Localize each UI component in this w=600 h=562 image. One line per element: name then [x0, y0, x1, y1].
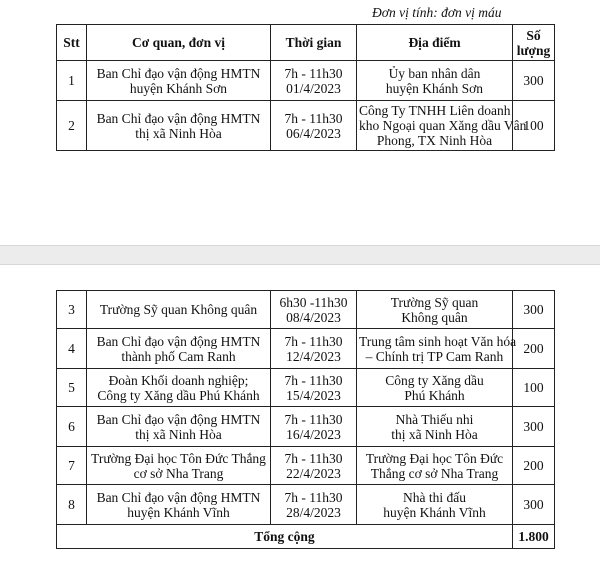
total-row	[57, 525, 555, 549]
row-place: Trung tâm sinh hoạt Văn hóa – Chính trị TP Cam Ranh	[357, 329, 513, 369]
row-qty: 200	[513, 329, 555, 369]
row-time: 7h - 11h30 06/4/2023	[271, 101, 357, 151]
table-row	[57, 407, 555, 447]
table-row	[57, 447, 555, 485]
row-stt: 1	[57, 61, 87, 101]
table-row	[57, 61, 555, 101]
row-org: Ban Chỉ đạo vận động HMTN huyện Khánh Sơn	[87, 61, 271, 101]
row-time: 7h - 11h30 16/4/2023	[271, 407, 357, 447]
row-qty: 100	[513, 101, 555, 151]
header-qty: Số lượng	[513, 25, 555, 61]
unit-note: Đơn vị tính: đơn vị máu	[372, 5, 502, 20]
row-time: 7h - 11h30 22/4/2023	[271, 447, 357, 485]
row-time: 7h - 11h30 15/4/2023	[271, 369, 357, 407]
row-qty: 300	[513, 61, 555, 101]
total-label: Tổng cộng	[57, 525, 513, 549]
table-row	[57, 369, 555, 407]
row-qty: 200	[513, 447, 555, 485]
row-place: Trường Sỹ quan Không quân	[357, 291, 513, 329]
row-org: Trường Sỹ quan Không quân	[87, 291, 271, 329]
header-org: Cơ quan, đơn vị	[87, 25, 271, 61]
header-stt: Stt	[57, 25, 87, 61]
row-stt: 8	[57, 485, 87, 525]
row-qty: 300	[513, 485, 555, 525]
header-time: Thời gian	[271, 25, 357, 61]
page-break	[0, 245, 600, 265]
row-qty: 100	[513, 369, 555, 407]
row-org: Đoàn Khối doanh nghiệp; Công ty Xăng dầu Phú Khánh	[87, 369, 271, 407]
blood-donation-table-part2	[56, 290, 555, 549]
row-stt: 3	[57, 291, 87, 329]
table-row	[57, 101, 555, 151]
row-stt: 4	[57, 329, 87, 369]
row-place: Nhà Thiếu nhi thị xã Ninh Hòa	[357, 407, 513, 447]
row-stt: 2	[57, 101, 87, 151]
table-row	[57, 291, 555, 329]
row-qty: 300	[513, 291, 555, 329]
table-row	[57, 485, 555, 525]
row-stt: 7	[57, 447, 87, 485]
row-qty: 300	[513, 407, 555, 447]
row-place: Công Ty TNHH Liên doanh kho Ngoại quan Xăng dầu Vân Phong, TX Ninh Hòa	[357, 101, 513, 151]
row-stt: 6	[57, 407, 87, 447]
row-place: Ủy ban nhân dân huyện Khánh Sơn	[357, 61, 513, 101]
row-stt: 5	[57, 369, 87, 407]
table-header-row	[57, 25, 555, 61]
row-time: 7h - 11h30 12/4/2023	[271, 329, 357, 369]
table-row	[57, 329, 555, 369]
header-place: Địa điểm	[357, 25, 513, 61]
row-org: Ban Chỉ đạo vận động HMTN thị xã Ninh Hòa	[87, 101, 271, 151]
total-value: 1.800	[513, 525, 555, 549]
row-time: 7h - 11h30 28/4/2023	[271, 485, 357, 525]
row-place: Trường Đại học Tôn Đức Thắng cơ sở Nha Trang	[357, 447, 513, 485]
row-org: Ban Chỉ đạo vận động HMTN huyện Khánh Vĩnh	[87, 485, 271, 525]
row-org: Ban Chỉ đạo vận động HMTN thành phố Cam Ranh	[87, 329, 271, 369]
row-org: Trường Đại học Tôn Đức Thắng cơ sở Nha Trang	[87, 447, 271, 485]
row-time: 6h30 -11h30 08/4/2023	[271, 291, 357, 329]
row-place: Nhà thi đấu huyện Khánh Vĩnh	[357, 485, 513, 525]
row-org: Ban Chỉ đạo vận động HMTN thị xã Ninh Hòa	[87, 407, 271, 447]
row-time: 7h - 11h30 01/4/2023	[271, 61, 357, 101]
row-place: Công ty Xăng dầu Phú Khánh	[357, 369, 513, 407]
blood-donation-table-part1	[56, 24, 555, 151]
